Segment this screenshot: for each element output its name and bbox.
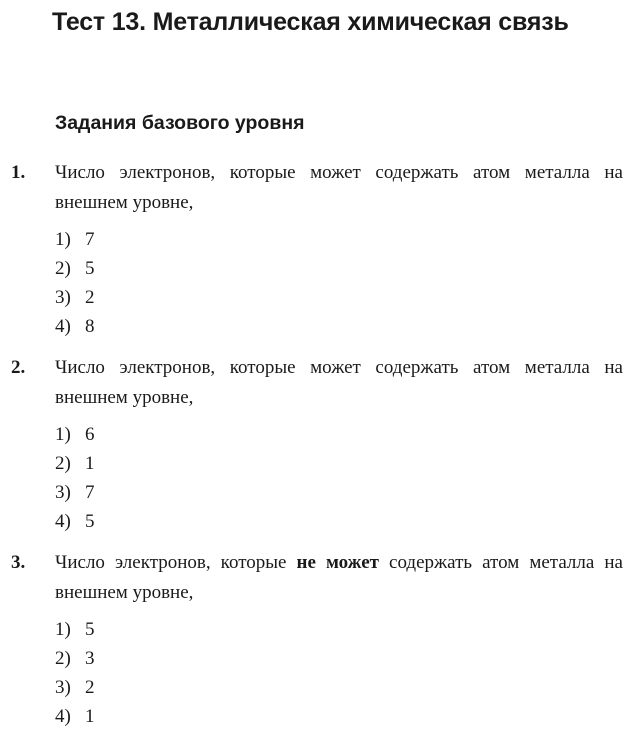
answer-options (55, 420, 95, 536)
question-emphasis: не может (296, 552, 379, 573)
question-number: 1. (11, 162, 26, 183)
option-value: 3 (85, 648, 95, 669)
option-value: 1 (85, 453, 95, 474)
answer-option (55, 673, 95, 702)
answer-option (55, 420, 95, 449)
section-title: Задания базового уровня (55, 112, 305, 134)
option-value: 8 (85, 316, 95, 337)
option-number: 2) (55, 648, 71, 669)
question-text-part: содержать атом металла на внешнем уровне, (55, 552, 623, 603)
answer-option (55, 478, 95, 507)
option-number: 2) (55, 258, 71, 279)
option-number: 1) (55, 424, 71, 445)
option-value: 6 (85, 424, 95, 445)
answer-option (55, 254, 95, 283)
option-value: 1 (85, 706, 95, 727)
option-number: 1) (55, 229, 71, 250)
answer-option (55, 312, 95, 341)
option-value: 5 (85, 511, 95, 532)
answer-option (55, 702, 95, 731)
question-text-part: Число электронов, которые может содержать атом металла на внешнем уровне, (55, 162, 623, 213)
option-value: 7 (85, 482, 95, 503)
answer-options (55, 615, 95, 731)
question-text-part: Число электронов, которые (55, 552, 297, 573)
option-number: 1) (55, 619, 71, 640)
option-value: 2 (85, 677, 95, 698)
option-value: 5 (85, 619, 95, 640)
option-number: 2) (55, 453, 71, 474)
option-number: 3) (55, 482, 71, 503)
answer-option (55, 225, 95, 254)
option-number: 4) (55, 706, 71, 727)
answer-option (55, 644, 95, 673)
page-title: Тест 13. Металлическая химическая связь (52, 8, 569, 36)
question-text (55, 158, 623, 218)
answer-option (55, 449, 95, 478)
answer-options (55, 225, 95, 341)
option-value: 2 (85, 287, 95, 308)
question-text (55, 548, 623, 608)
option-value: 5 (85, 258, 95, 279)
option-number: 3) (55, 677, 71, 698)
answer-option (55, 283, 95, 312)
question-text (55, 353, 623, 413)
question-number: 3. (11, 552, 26, 573)
option-value: 7 (85, 229, 95, 250)
question-number: 2. (11, 357, 26, 378)
question-text-part: Число электронов, которые может содержать атом металла на внешнем уровне, (55, 357, 623, 408)
option-number: 3) (55, 287, 71, 308)
answer-option (55, 615, 95, 644)
option-number: 4) (55, 316, 71, 337)
answer-option (55, 507, 95, 536)
option-number: 4) (55, 511, 71, 532)
